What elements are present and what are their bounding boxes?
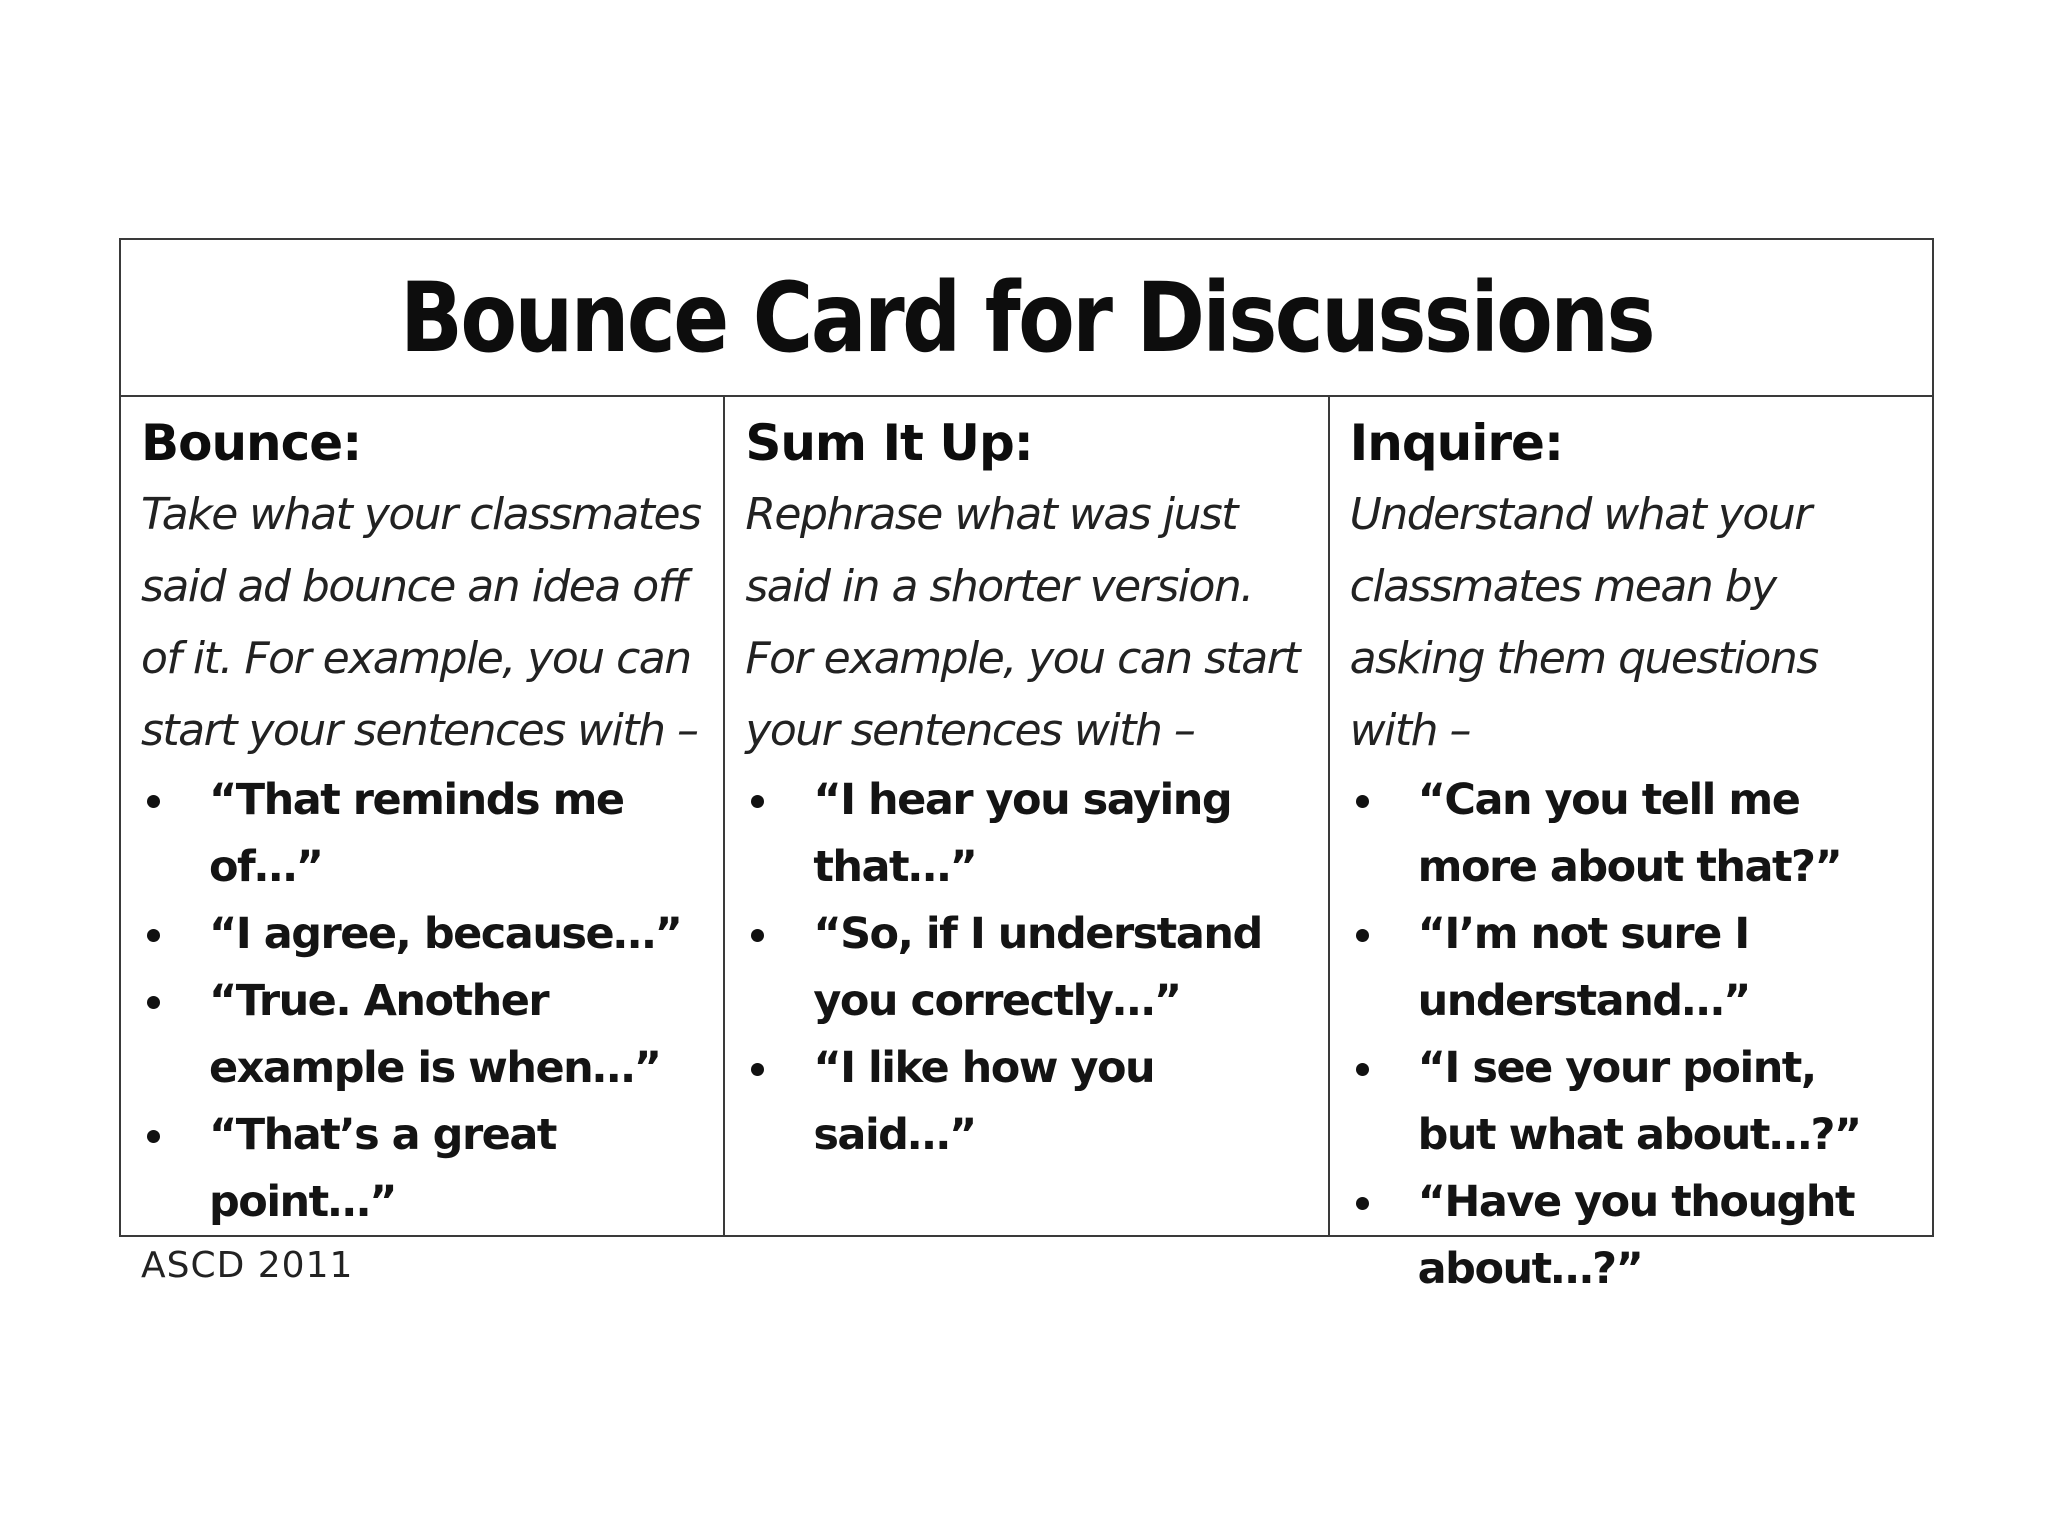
list-item — [1350, 1169, 1888, 1303]
card-title: Bounce Card for Discussions — [399, 261, 1654, 374]
column-inquire — [1330, 397, 1932, 1294]
column-description: Rephrase what was just said in a shorter version. For example, you can start your sentences with – — [745, 489, 1300, 756]
bullet-icon — [1356, 1197, 1369, 1210]
list-item — [1350, 1035, 1888, 1169]
list-item — [141, 1102, 689, 1236]
list-item — [745, 767, 1283, 901]
column-description: Understand what your classmates mean by asking them questions with – — [1349, 489, 1818, 756]
bullet-icon — [751, 929, 764, 942]
bullet-icon — [1356, 1063, 1369, 1076]
list-item-text: “So, if I understand you correctly…” — [813, 909, 1262, 1026]
column-heading: Inquire: — [1349, 414, 1563, 472]
bullet-icon — [147, 929, 160, 942]
bullet-icon — [1356, 795, 1369, 808]
list-item-text: “I see your point, but what about…?” — [1417, 1043, 1861, 1160]
bullet-icon — [147, 795, 160, 808]
bullet-icon — [751, 1063, 764, 1076]
column-bounce — [121, 397, 725, 1235]
list-item — [1350, 767, 1888, 901]
bullet-icon — [147, 996, 160, 1009]
column-heading: Sum It Up: — [745, 414, 1033, 472]
list-item — [745, 901, 1283, 1035]
bullet-list — [745, 767, 1309, 1169]
list-item-text: “I hear you saying that…” — [813, 775, 1232, 892]
list-item-text: “I like how you said…” — [813, 1043, 1155, 1160]
list-item-text: “I’m not sure I understand…” — [1417, 909, 1750, 1026]
bullet-list — [1350, 767, 1914, 1303]
bullet-icon — [147, 1130, 160, 1143]
list-item-text: “That reminds me of…” — [209, 775, 624, 892]
list-item-text: “Have you thought about…?” — [1417, 1177, 1855, 1294]
list-item-text: “I agree, because…” — [209, 909, 682, 959]
column-sum-it-up — [725, 397, 1329, 1235]
title-row — [121, 240, 1932, 397]
bullet-icon — [1356, 929, 1369, 942]
list-item-text: “That’s a great point…” — [209, 1110, 556, 1227]
list-item — [141, 968, 689, 1102]
list-item — [1350, 901, 1888, 1035]
list-item-text: “Can you tell me more about that?” — [1417, 775, 1842, 892]
source-credit — [141, 1244, 354, 1286]
bullet-list — [141, 767, 705, 1236]
bullet-icon — [751, 795, 764, 808]
list-item — [745, 1035, 1283, 1169]
source-credit-text: ASCD 2011 — [141, 1245, 354, 1286]
list-item-text: “True. Another example is when…” — [209, 976, 661, 1093]
list-item — [141, 901, 689, 968]
list-item — [141, 767, 689, 901]
column-heading: Bounce: — [141, 414, 362, 472]
column-description: Take what your classmates said ad bounce an idea off of it. For example, you can start your sentences with – — [141, 489, 701, 756]
